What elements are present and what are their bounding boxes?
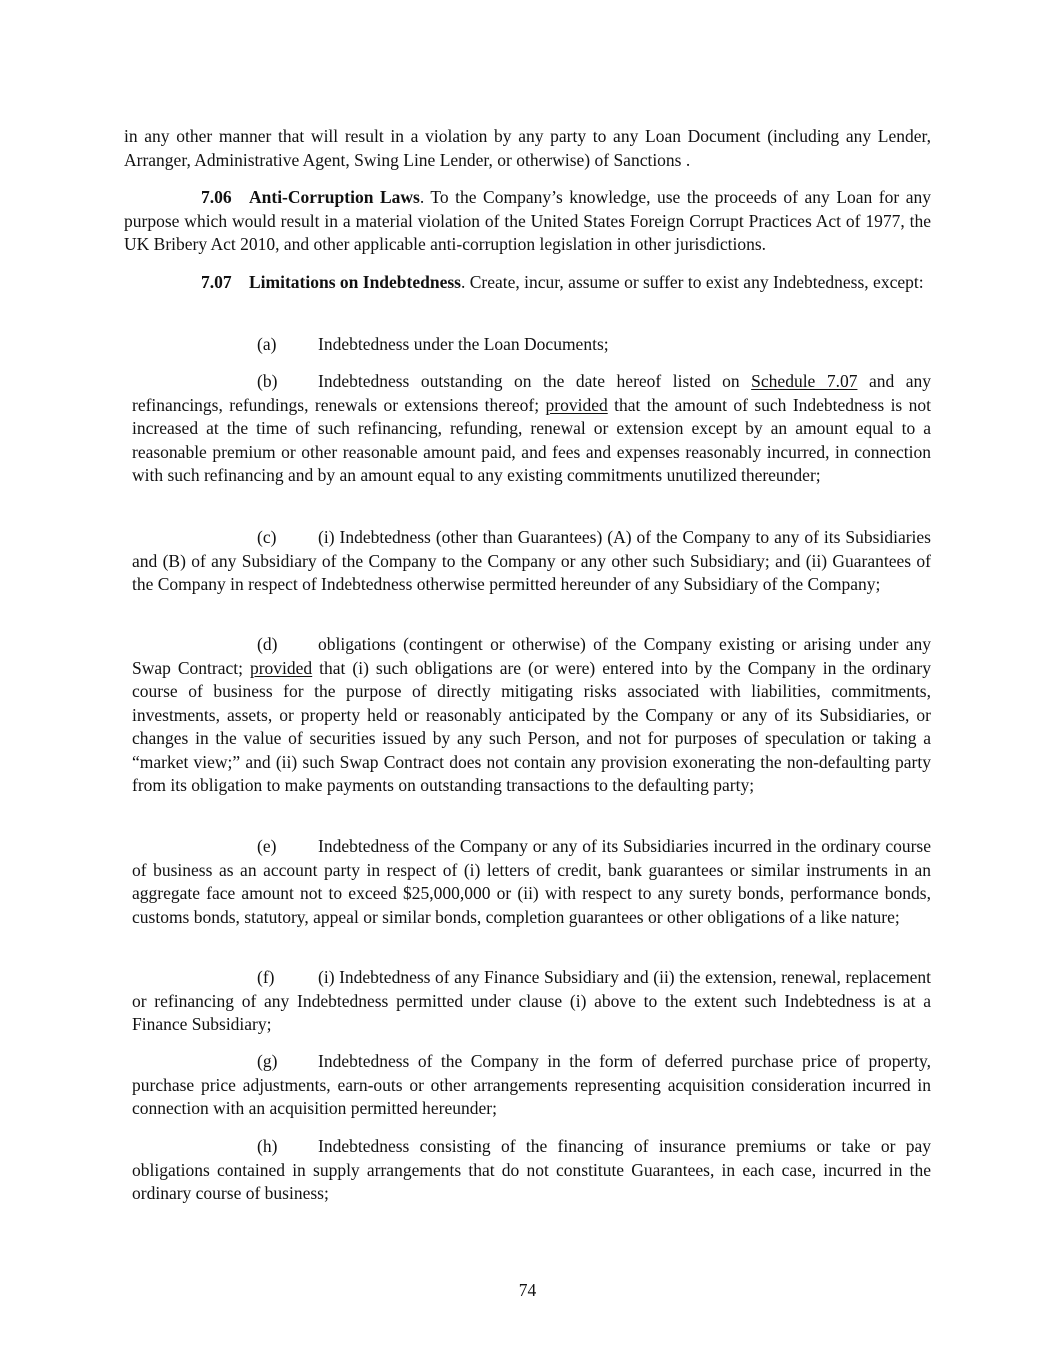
clause-g [132,1050,931,1121]
clause-a [132,333,931,357]
section-7-07 [124,271,931,295]
clause-d [132,633,931,798]
clause-text: that the amount of such Indebtedness is not increased at the time of such refinancing, refunding, renewal or extension except by an amount equal to a reasonable premium or other reasonable amount paid, and fees and expenses reasonably incurred, in connection with such refinancing and by an amount equal to any existing commitments unutilized thereunder; [132,394,931,485]
clause-text: Indebtedness of the Company in the form of deferred purchase price of property, purchase price adjustments, earn-outs or other arrangements representing acquisition consideration incurred in connection with an acquisition permitted hereunder; [132,1051,931,1118]
section-number: 7.06 [201,187,232,207]
page-number: 74 [518,1280,537,1300]
clause-label: (d) [257,634,278,654]
section-number: 7.07 [201,272,232,292]
schedule-reference: Schedule 7.07 [751,371,858,391]
clause-text: Indebtedness under the Loan Documents; [318,334,609,354]
section-heading: Limitations on Indebtedness [249,272,461,292]
clause-text: Indebtedness outstanding on the date hereof listed on [318,371,752,391]
clause-b [132,370,931,488]
clause-label: (e) [257,836,277,856]
clause-text: that (i) such obligations are (or were) entered into by the Company in the ordinary course of business for the purpose of directly mitigating risks associated with liabilities, commitments, investments, assets, or property held or reasonably anticipated by the Company or any of its Subsidiaries, or changes in the value of securities issued by any such Person, and not for purposes of speculation or taking a “market view;” and (ii) such Swap Contract does not contain any provision exonerating the non-defaulting party from its obligation to make payments on outstanding transactions to the defaulting party; [132,657,931,795]
clause-label: (h) [257,1136,278,1156]
continuation-paragraph: in any other manner that will result in a violation by any party to any Loan Document (including any Lender, Arranger, Administrative Agent, Swing Line Lender, or otherwise) of Sanctions . [124,126,931,170]
section-body: . To the Company’s knowledge, use the proceeds of any Loan for any purpose which would result in a material violation of the United States Foreign Corrupt Practices Act of 1977, the UK Bribery Act 2010, and other applicable anti-corruption legislation in other jurisdictions. [124,187,931,254]
clause-label: (b) [257,371,278,391]
provided-term: provided [545,394,608,415]
clause-e [132,835,931,929]
clause-label: (f) [257,967,275,987]
clause-label: (g) [257,1051,278,1071]
clause-text: Indebtedness consisting of the financing of insurance premiums or take or pay obligations contained in supply arrangements that do not constitute Guarantees, in each case, incurred in the ordinary course of business; [132,1136,931,1203]
clause-text: (i) Indebtedness of any Finance Subsidiary and (ii) the extension, renewal, replacement or refinancing of any Indebtedness permitted under clause (i) above to the extent such Indebtedness is at a Finance Subsidiary; [132,967,931,1034]
provided-term: provided [249,657,313,678]
clause-text: (i) Indebtedness (other than Guarantees) (A) of the Company to any of its Subsidiaries and (B) of any Subsidiary of the Company to the Company or any other such Subsidiary; and (ii) Guarantees of the Company in respect of Indebtedness otherwise permitted hereunder of any Subsidiary of the Company; [132,527,931,594]
section-heading: Anti-Corruption Laws [249,187,420,207]
clause-label: (c) [257,527,277,547]
section-7-06 [124,186,931,257]
clause-c [132,526,931,597]
clause-text: and any refinancings, refundings, renewals or extensions thereof; [132,371,931,415]
clause-text: Indebtedness of the Company or any of its Subsidiaries incurred in the ordinary course of business as an account party in respect of (i) letters of credit, bank guarantees or similar instruments in an aggregate face amount not to exceed $25,000,000 or (ii) with respect to any surety bonds, performance bonds, customs bonds, statutory, appeal or similar bonds, completion guarantees or other obligations of a like nature; [132,836,931,927]
section-body: . Create, incur, assume or suffer to exist any Indebtedness, except: [461,272,924,292]
clause-f [132,966,931,1037]
clause-label: (a) [257,334,277,354]
clause-h [132,1135,931,1206]
clause-text: obligations (contingent or otherwise) of the Company existing or arising under any Swap Contract; [132,634,931,678]
